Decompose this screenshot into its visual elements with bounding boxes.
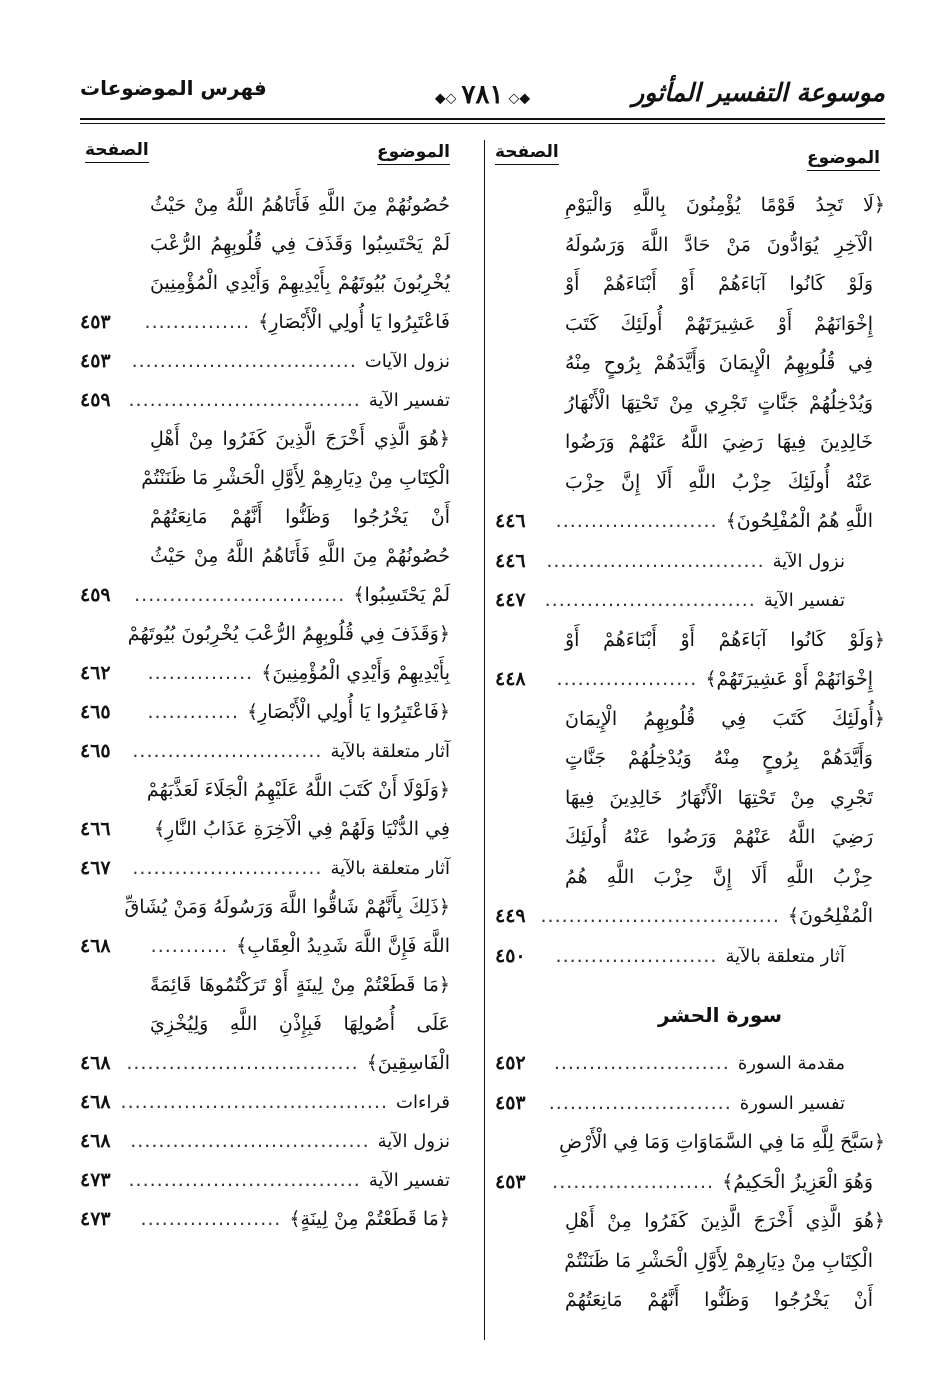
entry-label: آثار متعلقة بالآية — [330, 741, 450, 762]
index-entry — [80, 966, 450, 1005]
page-ref: ٤٥٣ — [80, 311, 111, 333]
ornament-icon: ◇◆ — [434, 90, 457, 107]
index-entry — [495, 581, 885, 621]
right-column-header — [495, 140, 885, 186]
verse-text: الْكِتَابِ مِنْ دِيَارِهِمْ لِأَوَّلِ الْحَشْرِ مَا ظَنَنْتُمْ — [141, 467, 450, 489]
index-entry — [495, 423, 885, 463]
verse-text: بِأَيْدِيهِمْ وَأَيْدِي الْمُؤْمِنِينَ﴾ — [261, 662, 450, 684]
page-ref: ٤٥٢ — [495, 1052, 526, 1074]
index-entry — [495, 305, 885, 345]
page-ref: ٤٥٩ — [80, 389, 111, 411]
index-entry — [495, 226, 885, 266]
entry-label: تفسير الآية — [368, 1170, 450, 1191]
index-entry — [80, 342, 450, 381]
verse-text: عَلَى أُصُولِهَا فَبِإِذْنِ اللَّهِ وَلِيُخْزِيَ — [150, 1013, 450, 1035]
verse-text: ﴿لَا تَجِدُ قَوْمًا يُؤْمِنُونَ بِاللَّهِ وَالْيَوْمِ — [565, 194, 885, 216]
index-entry — [495, 739, 885, 779]
leader-dots: ............. — [147, 701, 239, 723]
page-ref: ٤٥٣ — [495, 1170, 526, 1193]
index-entry — [495, 1163, 885, 1203]
index-entry — [495, 700, 885, 740]
page-ref: ٤٦٢ — [80, 662, 111, 684]
page-ref: ٤٤٨ — [495, 668, 526, 690]
entry-label: تفسير الآية — [763, 590, 845, 611]
ornament-icon: ◆◇ — [508, 90, 531, 107]
verse-text: فِي الدُّنْيَا وَلَهُمْ فِي الْآخِرَةِ عَذَابُ النَّارِ﴾ — [154, 818, 450, 840]
entry-label: آثار متعلقة بالآية — [330, 858, 450, 879]
verse-text: حِزْبُ اللَّهِ أَلَا إِنَّ حِزْبَ اللَّهِ هُمُ — [565, 865, 873, 888]
verse-text: ﴿هُوَ الَّذِي أَخْرَجَ الَّذِينَ كَفَرُوا مِنْ أَهْلِ — [565, 1210, 885, 1232]
leader-dots: .................................. — [540, 905, 780, 927]
verse-text: حُصُونُهُمْ مِنَ اللَّهِ فَأَتَاهُمُ اللَّهُ مِنْ حَيْثُ — [150, 545, 450, 567]
entry-label: نزول الآيات — [364, 351, 450, 372]
page-ref: ٤٥٣ — [495, 1091, 526, 1114]
leader-dots: ....................... — [555, 944, 718, 967]
index-entry — [80, 576, 450, 615]
surah-heading: سورة الحشر — [657, 1003, 783, 1027]
index-entry — [495, 186, 885, 226]
verse-text: اللَّهَ فَإِنَّ اللَّهَ شَدِيدُ الْعِقَابِ﴾ — [236, 935, 450, 957]
leader-dots: ............... — [144, 311, 251, 333]
index-entry — [80, 810, 450, 849]
verse-text: ﴿ذَلِكَ بِأَنَّهُمْ شَاقُّوا اللَّهَ وَرَسُولَهُ وَمَنْ يُشَاقِّ — [124, 896, 450, 918]
index-entry — [80, 225, 450, 264]
verse-text: ﴿مَا قَطَعْتُمْ مِنْ لِينَةٍ﴾ — [289, 1208, 450, 1230]
leader-dots: ...................................... — [120, 1091, 389, 1113]
verse-text: يُخْرِبُونَ بُيُوتَهُمْ بِأَيْدِيهِمْ وَأَيْدِي الْمُؤْمِنِينَ — [150, 272, 450, 294]
page-ref: ٤٤٦ — [495, 549, 526, 572]
index-entry — [80, 186, 450, 225]
index-entry — [495, 858, 885, 898]
page-ref: ٤٥٩ — [80, 584, 111, 606]
index-entry — [80, 927, 450, 966]
verse-text: إِخْوَانَهُمْ أَوْ عَشِيرَتَهُمْ﴾ — [705, 668, 873, 690]
index-entry — [495, 779, 885, 819]
page-ref: ٤٧٣ — [80, 1208, 111, 1230]
verse-text: وَأَيَّدَهُمْ بِرُوحٍ مِنْهُ وَيُدْخِلُهُمْ جَنَّاتٍ — [565, 747, 873, 769]
topic-heading: الموضوع — [807, 148, 880, 171]
index-entry — [495, 1202, 885, 1242]
left-column-entries — [80, 186, 450, 1239]
right-column-entries — [495, 186, 885, 1321]
index-entry — [495, 1084, 885, 1124]
verse-text: الْمُفْلِحُونَ﴾ — [787, 905, 873, 927]
verse-text: أَنْ يَخْرُجُوا وَظَنُّوا أَنَّهُمْ مَانِعَتُهُمْ — [150, 506, 450, 528]
leader-dots: ......................... — [553, 1052, 730, 1074]
index-entry — [80, 654, 450, 693]
index-entry — [80, 537, 450, 576]
entry-label: نزول الآية — [377, 1131, 450, 1152]
verse-text: فَاعْتَبِرُوا يَا أُولِي الْأَبْصَارِ﴾ — [258, 311, 450, 333]
leader-dots: .................... — [140, 1208, 282, 1230]
index-entry — [80, 1161, 450, 1200]
page-ref: ٤٦٨ — [80, 1052, 111, 1074]
verse-text: ﴿هُوَ الَّذِي أَخْرَجَ الَّذِينَ كَفَرُوا مِنْ أَهْلِ — [150, 428, 450, 450]
verse-text: عَنْهُ أُولَئِكَ حِزْبُ اللَّهِ أَلَا إِنَّ حِزْبَ — [565, 470, 873, 493]
verse-text: خَالِدِينَ فِيهَا رَضِيَ اللَّهُ عَنْهُمْ وَرَضُوا — [565, 431, 873, 453]
leader-dots: ................................. — [128, 389, 361, 411]
index-entry — [495, 542, 885, 582]
verse-text: رَضِيَ اللَّهُ عَنْهُمْ وَرَضُوا عَنْهُ أُولَئِكَ — [565, 826, 873, 848]
leader-dots: ................................. — [126, 1052, 359, 1074]
index-entry — [80, 264, 450, 303]
page-ref: ٤٤٦ — [495, 510, 526, 532]
page-ref: ٤٦٦ — [80, 818, 111, 840]
leader-dots: .......................... — [548, 1091, 732, 1114]
verse-text: لَمْ يَحْتَسِبُوا وَقَذَفَ فِي قُلُوبِهِمُ الرُّعْبَ — [150, 233, 450, 255]
verse-text: اللَّهِ هُمُ الْمُفْلِحُونَ﴾ — [725, 510, 873, 532]
leader-dots: .............................. — [544, 589, 756, 611]
verse-text: الْكِتَابِ مِنْ دِيَارِهِمْ لِأَوَّلِ الْحَشْرِ مَا ظَنَنْتُمْ — [564, 1249, 873, 1272]
index-entry — [495, 937, 885, 977]
page-ref: ٤٤٩ — [495, 905, 526, 927]
leader-dots: .................................. — [130, 1130, 370, 1152]
index-entry — [80, 615, 450, 654]
index-entry — [80, 849, 450, 888]
index-entry — [495, 621, 885, 661]
verse-text: الْفَاسِقِينَ﴾ — [366, 1052, 450, 1074]
leader-dots: ........... — [150, 935, 229, 957]
verse-text: ﴿وَقَذَفَ فِي قُلُوبِهِمُ الرُّعْبَ يُخْرِبُونَ بُيُوتَهُمْ — [127, 623, 450, 645]
index-entry — [80, 420, 450, 459]
index-entry — [80, 888, 450, 927]
index-entry — [80, 771, 450, 810]
header-rule — [80, 118, 885, 120]
index-entry — [80, 1005, 450, 1044]
page-ref: ٤٥٣ — [80, 350, 111, 372]
verse-text: ﴿فَاعْتَبِرُوا يَا أُولِي الْأَبْصَارِ﴾ — [247, 701, 450, 723]
index-entry — [80, 1200, 450, 1239]
entry-label: نزول الآية — [772, 550, 845, 572]
page-ref: ٤٦٥ — [80, 740, 111, 762]
leader-dots: .................... — [556, 668, 698, 690]
leader-dots: ........................... — [132, 857, 323, 879]
index-entry — [495, 502, 885, 542]
page-heading: الصفحة — [85, 140, 149, 163]
index-entry — [80, 498, 450, 537]
leader-dots: ................................. — [128, 1169, 361, 1191]
index-entry — [495, 344, 885, 384]
index-entry — [80, 381, 450, 420]
page-ref: ٤٦٨ — [80, 1091, 111, 1113]
book-title: موسوعة التفسير المأثور — [632, 78, 885, 107]
verse-text: ﴿مَا قَطَعْتُمْ مِنْ لِينَةٍ أَوْ تَرَكْتُمُوهَا قَائِمَةً — [150, 974, 450, 996]
index-entry — [495, 463, 885, 503]
right-column — [495, 140, 885, 1321]
index-entry — [495, 660, 885, 700]
verse-text: الْآخِرِ يُوَادُّونَ مَنْ حَادَّ اللَّهَ وَرَسُولَهُ — [565, 233, 873, 256]
index-entry — [80, 1044, 450, 1083]
page-ref: ٤٥٠ — [495, 944, 526, 967]
verse-text: حُصُونُهُمْ مِنَ اللَّهِ فَأَتَاهُمُ اللَّهُ مِنْ حَيْثُ — [150, 194, 450, 216]
left-column — [80, 140, 450, 1239]
verse-text: ﴿أُولَئِكَ كَتَبَ فِي قُلُوبِهِمُ الْإِيمَانَ — [565, 707, 885, 730]
page-ref: ٤٤٧ — [495, 589, 526, 611]
leader-dots: ....................... — [555, 510, 718, 532]
entry-label: مقدمة السورة — [737, 1053, 845, 1074]
verse-text: وَلَوْ كَانُوا آبَاءَهُمْ أَوْ أَبْنَاءَهُمْ أَوْ — [565, 273, 873, 295]
page-header — [80, 70, 885, 120]
index-entry — [495, 1123, 885, 1163]
leader-dots: .............................. — [134, 584, 346, 606]
verse-text: ﴿سَبَّحَ لِلَّهِ مَا فِي السَّمَاوَاتِ وَمَا فِي الْأَرْضِ — [559, 1131, 885, 1153]
verse-text: وَهُوَ الْعَزِيزُ الْحَكِيمُ﴾ — [722, 1170, 873, 1193]
entry-label: تفسير الآية — [368, 390, 450, 411]
index-entry — [80, 1122, 450, 1161]
page-ref: ٤٦٧ — [80, 857, 111, 879]
entry-label: تفسير السورة — [739, 1092, 845, 1114]
left-column-header — [80, 140, 450, 186]
topic-heading: الموضوع — [377, 142, 450, 165]
page-ref: ٤٦٨ — [80, 935, 111, 957]
column-divider — [484, 140, 485, 1340]
index-entry — [80, 693, 450, 732]
index-entry — [80, 303, 450, 342]
verse-text: وَيُدْخِلُهُمْ جَنَّاتٍ تَجْرِي مِنْ تَحْتِهَا الْأَنْهَارُ — [565, 391, 873, 414]
header-rule-thin — [80, 123, 885, 124]
index-entry — [495, 818, 885, 858]
verse-text: فِي قُلُوبِهِمُ الْإِيمَانَ وَأَيَّدَهُمْ بِرُوحٍ مِنْهُ — [565, 352, 873, 374]
index-entry — [80, 459, 450, 498]
leader-dots: ............................... — [546, 549, 765, 572]
page-number: ٧٨١ — [461, 80, 504, 110]
index-entry — [80, 1083, 450, 1122]
index-entry — [495, 897, 885, 937]
page-ref: ٤٦٨ — [80, 1130, 111, 1152]
leader-dots: ........................... — [132, 740, 323, 762]
verse-text: لَمْ يَحْتَسِبُوا﴾ — [353, 584, 450, 606]
verse-text: أَنْ يَخْرُجُوا وَظَنُّوا أَنَّهُمْ مَانِعَتُهُمْ — [565, 1289, 873, 1311]
verse-text: ﴿وَلَوْ كَانُوا آبَاءَهُمْ أَوْ أَبْنَاءَهُمْ أَوْ — [565, 628, 885, 651]
leader-dots: ............... — [147, 662, 254, 684]
index-entry — [80, 732, 450, 771]
leader-dots: ....................... — [552, 1170, 715, 1193]
verse-text: تَجْرِي مِنْ تَحْتِهَا الْأَنْهَارُ خَالِدِينَ فِيهَا — [565, 786, 873, 809]
page-ref: ٤٧٣ — [80, 1169, 111, 1191]
page-heading: الصفحة — [495, 142, 559, 165]
index-entry — [495, 1281, 885, 1321]
page-ref: ٤٦٥ — [80, 701, 111, 723]
index-entry — [495, 1044, 885, 1084]
leader-dots: ................................ — [131, 350, 357, 372]
verse-text: ﴿وَلَوْلَا أَنْ كَتَبَ اللَّهُ عَلَيْهِمُ الْجَلَاءَ لَعَذَّبَهُمْ — [146, 779, 450, 801]
section-title: فهرس الموضوعات — [80, 76, 267, 100]
entry-label: قراءات — [396, 1092, 450, 1113]
entry-label: آثار متعلقة بالآية — [725, 945, 845, 967]
index-entry — [495, 265, 885, 305]
index-entry — [495, 1242, 885, 1282]
verse-text: إِخْوَانَهُمْ أَوْ عَشِيرَتَهُمْ أُولَئِكَ كَتَبَ — [565, 312, 873, 335]
index-entry — [495, 384, 885, 424]
